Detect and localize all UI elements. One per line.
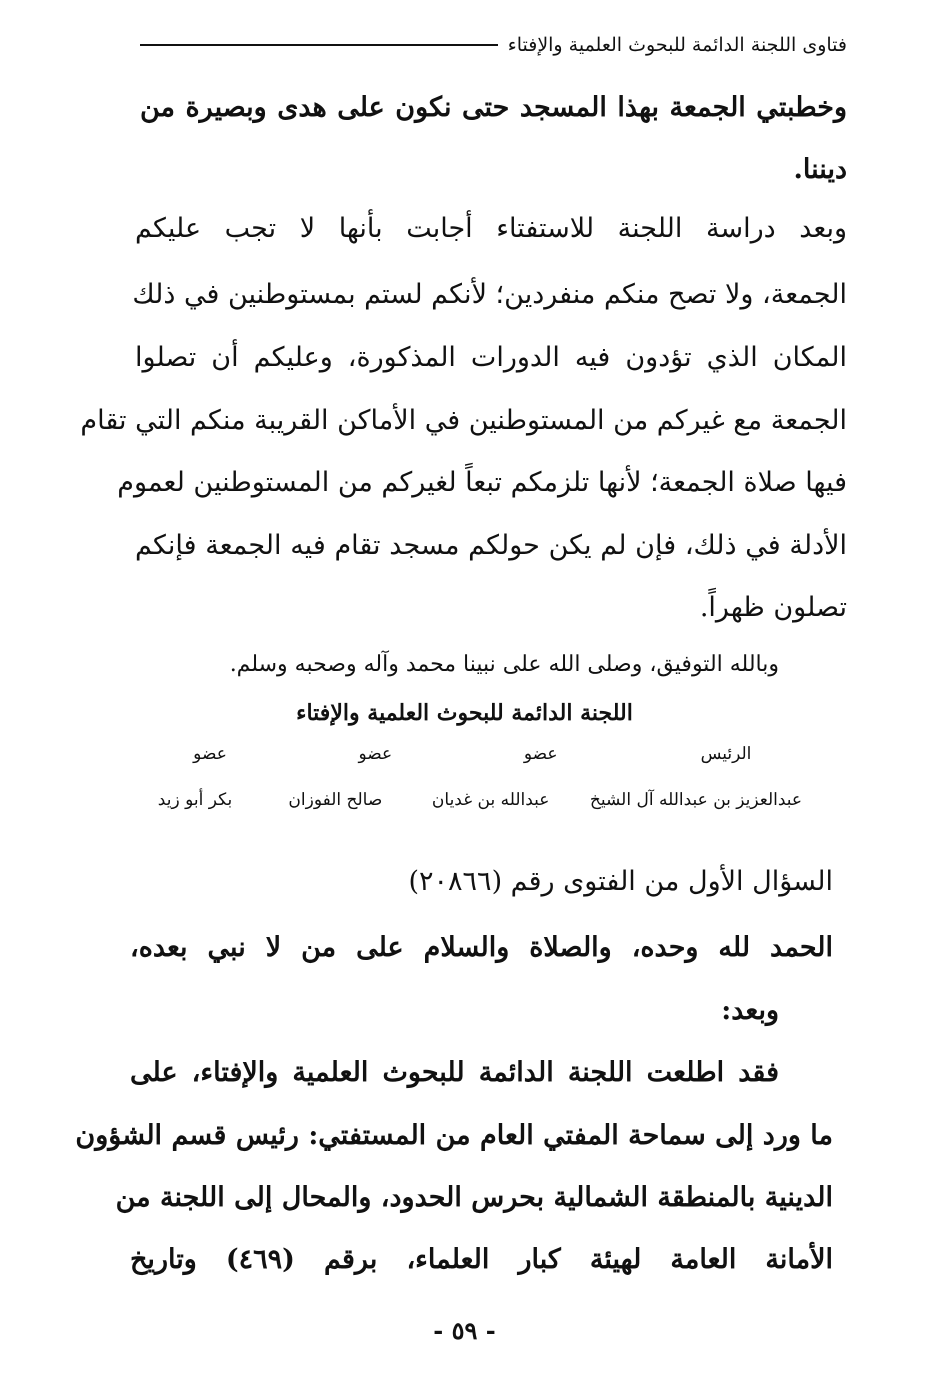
role-member: عضو	[523, 744, 558, 764]
role-member: عضو	[358, 744, 393, 764]
question-line6: الأمانة العامة لهيئة كبار العلماء، برقم (٤٦٩) وتاريخ	[130, 1244, 834, 1275]
para2-line1: وبعد دراسة اللجنة للاستفتاء أجابت بأنها لا تجب عليكم	[135, 213, 847, 244]
signatory-name: صالح الفوزان	[288, 790, 383, 810]
committee-title: اللجنة الدائمة للبحوث العلمية والإفتاء	[296, 700, 633, 726]
para2-line2: الجمعة، ولا تصح منكم منفردين؛ لأنكم لستم بمستوطنين في ذلك	[132, 279, 847, 310]
para1-line1: وخطبتي الجمعة بهذا المسجد حتى نكون على هدى وبصيرة من	[140, 92, 847, 123]
signatory-name: عبدالعزيز بن عبدالله آل الشيخ	[589, 790, 803, 810]
role-president: الرئيس	[700, 744, 752, 764]
page-number: - ٥٩ -	[433, 1316, 496, 1345]
para2-line6: الأدلة في ذلك، فإن لم يكن حولكم مسجد تقام فيه الجمعة فإنكم	[135, 530, 847, 561]
para2-line7: تصلون ظهراً.	[699, 592, 847, 623]
header-rule	[140, 44, 498, 46]
question-line5: الدينية بالمنطقة الشمالية بحرس الحدود، والمحال إلى اللجنة من	[115, 1182, 833, 1213]
question-line2: وبعد:	[721, 995, 779, 1026]
para1-line2: ديننا.	[793, 154, 847, 185]
para2-line5: فيها صلاة الجمعة؛ لأنها تلزمكم تبعاً لغيركم من المستوطنين لعموم	[117, 467, 847, 498]
question-line1: الحمد لله وحده، والصلاة والسلام على من لا نبي بعده،	[130, 932, 833, 963]
para2-line3: المكان الذي تؤدون فيه الدورات المذكورة، وعليكم أن تصلوا	[135, 342, 847, 373]
para2-line4: الجمعة مع غيركم من المستوطنين في الأماكن القريبة منكم التي تقام	[80, 405, 847, 436]
signatory-names	[135, 790, 821, 810]
signatory-name: عبدالله بن غديان	[431, 790, 550, 810]
role-member: عضو	[193, 744, 227, 764]
question-heading: السؤال الأول من الفتوى رقم (٢٠٨٦٦)	[408, 866, 833, 897]
question-line3: فقد اطلعت اللجنة الدائمة للبحوث العلمية والإفتاء، على	[130, 1057, 779, 1088]
signatory-roles	[135, 744, 821, 764]
running-header-title: فتاوى اللجنة الدائمة للبحوث العلمية والإفتاء	[507, 34, 847, 56]
running-header	[140, 34, 847, 56]
question-line4: ما ورد إلى سماحة المفتي العام من المستفتي: رئيس قسم الشؤون	[75, 1120, 833, 1151]
signatory-name: بكر أبو زيد	[157, 790, 233, 810]
closing-line: وبالله التوفيق، وصلى الله على نبينا محمد وآله وصحبه وسلم.	[229, 652, 779, 677]
